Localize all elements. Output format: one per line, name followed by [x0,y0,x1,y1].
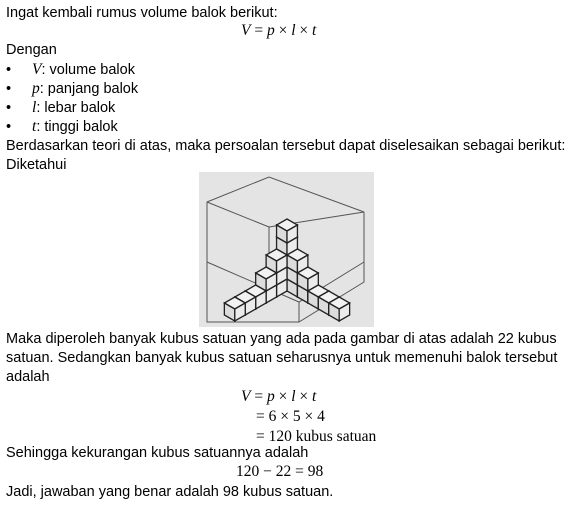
para-line: satuan. Sedangkan banyak kubus satuan seharusnya untuk memenuhi balok tersebut [6,350,558,366]
subtraction-formula: 120 − 22 = 98 [236,463,324,480]
definition-item: • t: tinggi balok [6,118,118,135]
para-line: Maka diperoleh banyak kubus satuan yang ada pada gambar di atas adalah 22 kubus [6,331,557,347]
sehingga-text: Sehingga kekurangan kubus satuannya adalah [6,445,309,461]
calc-step: = 6 × 5 × 4 [256,408,325,425]
calc-formula: V = p × l × t [241,388,317,405]
cube-drawing [199,172,374,327]
conclusion-text: Jadi, jawaban yang benar adalah 98 kubus satuan. [6,484,334,500]
definition-item: • p: panjang balok [6,80,139,97]
para-line: adalah [6,369,50,385]
volume-formula: V = p × l × t [241,22,317,39]
calc-result: = 120 kubus satuan [256,428,377,445]
definition-item: • V: volume balok [6,61,135,78]
diketahui-label: Diketahui [6,157,67,173]
intro-text: Ingat kembali rumus volume balok berikut: [6,5,278,21]
definition-item: • l: lebar balok [6,99,116,116]
cube-arrangement-photo [199,172,374,327]
theory-line: Berdasarkan teori di atas, maka persoalan tersebut dapat diselesaikan sebagai berikut: [6,138,566,154]
dengan-label: Dengan [6,42,57,58]
